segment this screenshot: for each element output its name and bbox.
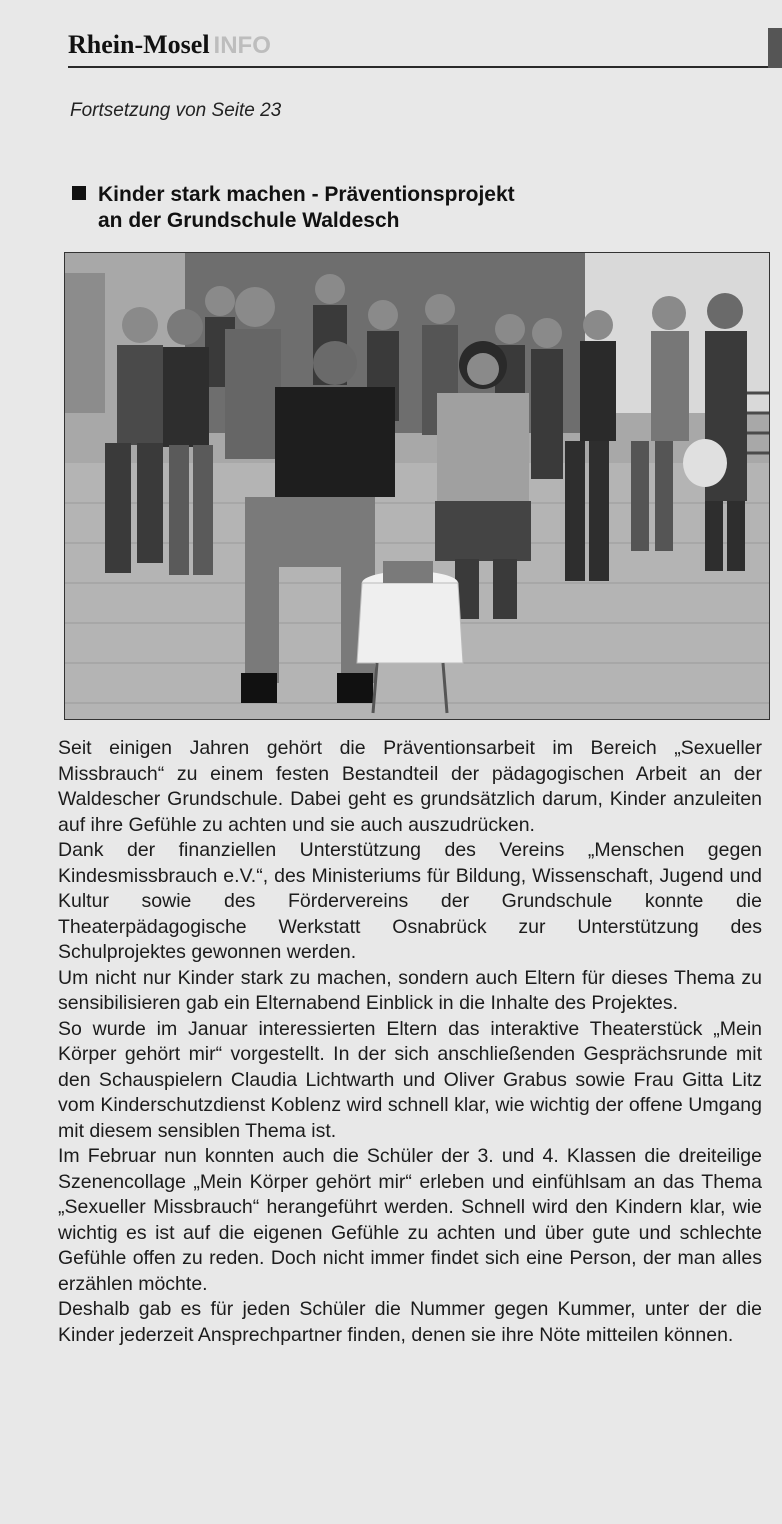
brand-suffix: INFO [213,32,271,59]
continuation-note: Fortsetzung von Seite 23 [70,100,282,121]
article-paragraph: Seit einigen Jahren gehört die Präventionsarbeit im Bereich „Sexueller Missbrauch“ zu einem festen Bestandteil der pädagogischen Arbeit an der Waldescher Grundschule. Dabei geht es grundsätzlich darum, Kinder anzuleiten auf ihre Gefühle zu achten und sie auch auszudrücken. [58,737,762,836]
article-paragraph: Um nicht nur Kinder stark zu machen, sondern auch Eltern für dieses Thema zu sensibilisieren gab ein Elternabend Einblick in die Inhalte des Projektes. [58,966,762,1014]
headline-line-2: an der Grundschule Waldesch [98,209,400,232]
article-paragraph: Im Februar nun konnten auch die Schüler der 3. und 4. Klassen die dreiteilige Szenencollage „Mein Körper gehört mir“ erleben und einfühlsam an das Thema „Sexueller Missbrauch“ herangeführt werden. Schnell wird den Kindern klar, wie wichtig es ist auf die eigenen Gefühle zu achten und über gute und schlechte Gefühle offen zu reden. Doch nicht immer findet sich eine Person, der man alles erzählen möchte. [58,1145,762,1295]
article-paragraph: So wurde im Januar interessierten Eltern das interaktive Theaterstück „Mein Körper gehört mir“ vorgestellt. In der sich anschließenden Gesprächsrunde mit den Schauspielern Claudia Lichtwarth und Oliver Grabus sowie Frau Gitta Litz vom Kinderschutzdienst Koblenz wird schnell klar, wie wichtig der offene Umgang mit diesem sensiblen Thema ist. [58,1017,762,1142]
publication-title [68,30,271,60]
article-paragraph: Deshalb gab es für jeden Schüler die Nummer gegen Kummer, unter der die Kinder jederzeit Ansprechpartner finden, denen sie ihre Nöte mitteilen können. [58,1298,762,1346]
page-header [68,30,768,68]
brand-name: Rhein-Mosel [68,30,210,59]
group-photo-icon [65,253,769,719]
headline-bullet-icon [72,186,86,200]
article-paragraph: Dank der finanziellen Unterstützung des Vereins „Menschen gegen Kindesmissbrauch e.V.“, des Ministeriums für Bildung, Wissenschaft, Jugend und Kultur sowie des Fördervereins der Grundschule konnte die Theaterpädagogische Werkstatt Osnabrück zur Unterstützung des Schulprojektes gewonnen werden. [58,839,762,963]
headline-line-1: Kinder stark machen - Präventionsprojekt [98,183,515,206]
group-photo [64,252,770,720]
page-edge-tab [768,28,782,68]
article-headline [72,182,712,234]
article-body [58,736,762,1348]
